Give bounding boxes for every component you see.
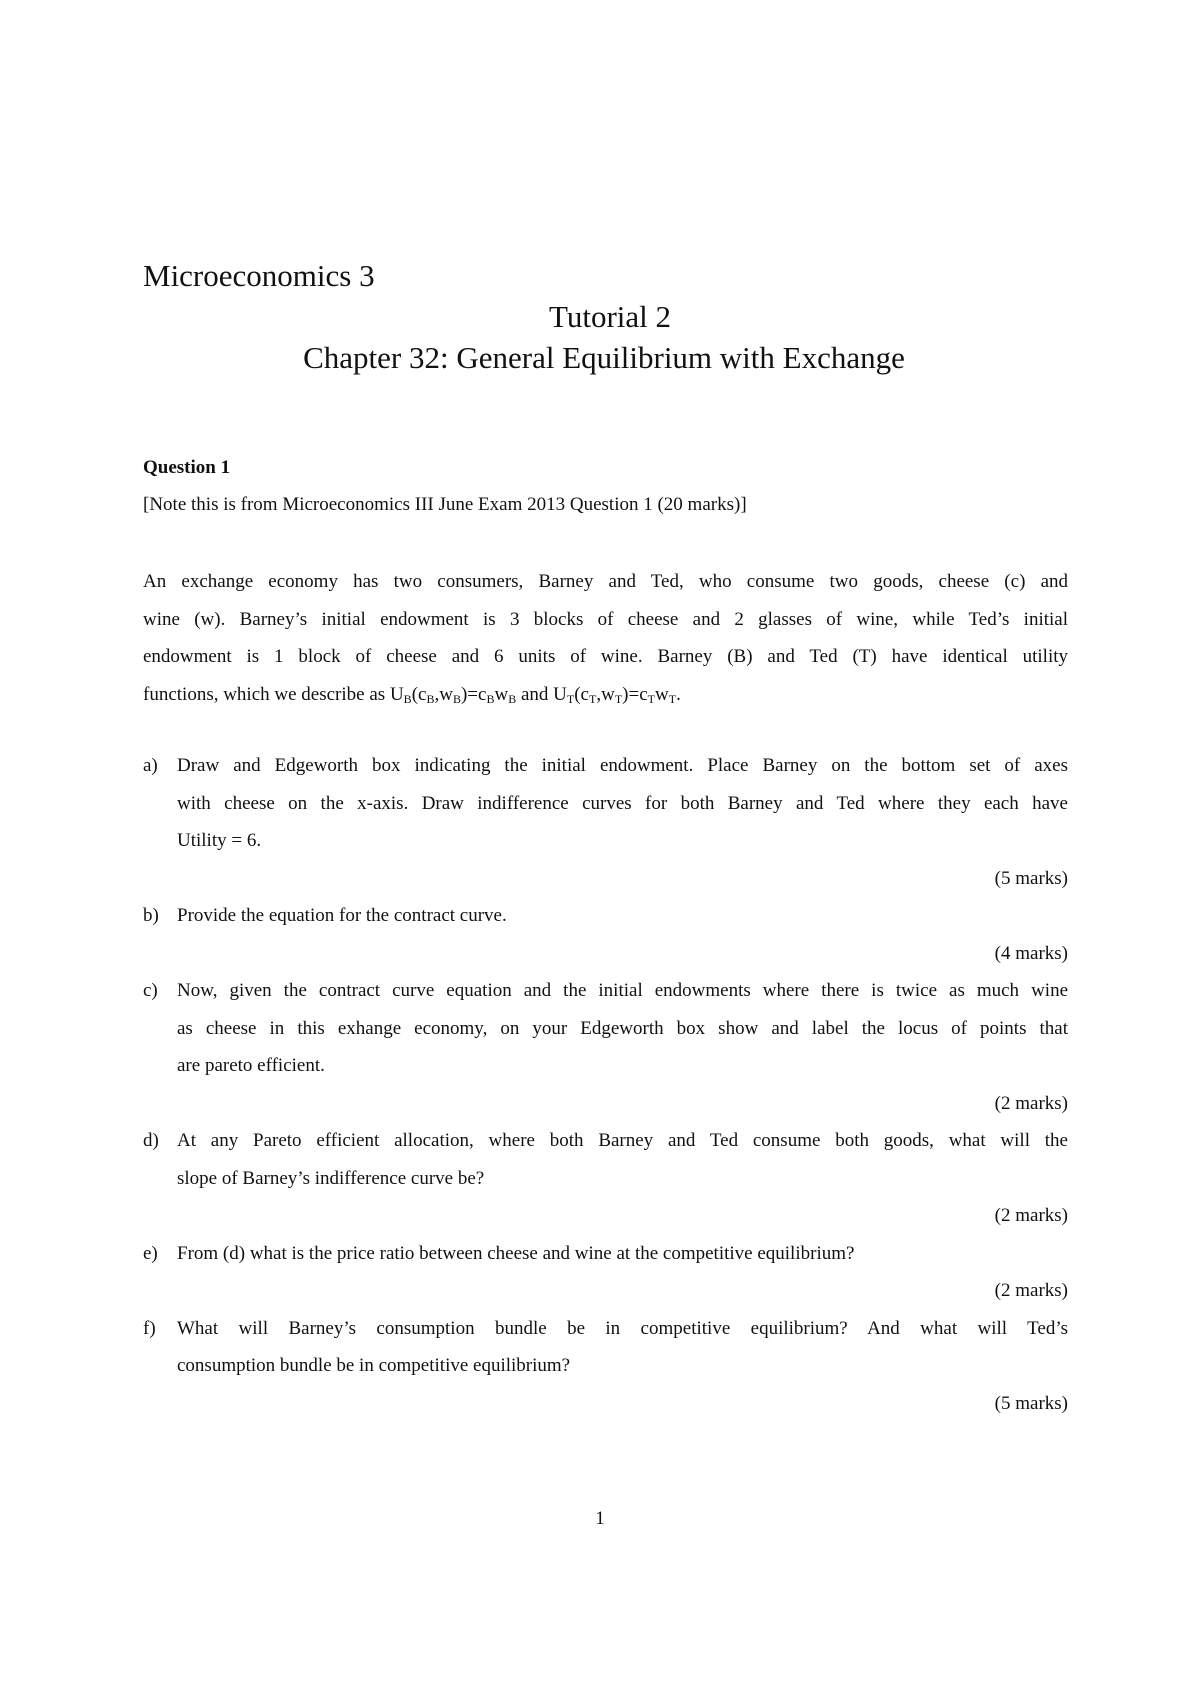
part-text-line: with cheese on the x-axis. Draw indifference curves for both Barney and Ted where they each have (177, 792, 1068, 814)
question-note: [Note this is from Microeconomics III June Exam 2013 Question 1 (20 marks)] (143, 494, 747, 515)
part-text-line: Utility = 6. (177, 830, 262, 851)
part-c (143, 972, 1068, 1085)
part-label: b) (143, 905, 159, 926)
intro-line: endowment is 1 block of cheese and 6 units of wine. Barney (B) and Ted (T) have identical utility (143, 646, 1068, 667)
utility-barney: $U_B(c_B,w_B)=c_Bw_B$ (389, 683, 517, 706)
part-label: e) (143, 1242, 158, 1264)
question-intro (143, 563, 1068, 713)
part-text-line: Draw and Edgeworth box indicating the initial endowment. Place Barney on the bottom set of axes (177, 755, 1068, 776)
part-label: a) (143, 755, 158, 776)
intro-line: wine (w). Barney’s initial endowment is 3 blocks of cheese and 2 glasses of wine, while Ted’s initial (143, 608, 1068, 630)
tutorial-title: Tutorial 2 (548, 299, 672, 334)
intro-line-utility: functions, which we describe as $U_B(c_B,w_B)=c_Bw_B$ and $U_T(c_T,w_T)=c_Tw_T$. (143, 683, 681, 706)
utility-ted: $U_T(c_T,w_T)=c_Tw_T$ (553, 683, 677, 706)
marks-d: (2 marks) (994, 1205, 1068, 1226)
question-heading: Question 1 (143, 457, 231, 478)
part-text-line: are pareto efficient. (177, 1055, 325, 1076)
part-f (143, 1310, 1068, 1385)
marks-a: (5 marks) (994, 867, 1068, 889)
marks-c: (2 marks) (994, 1092, 1068, 1114)
intro-line: An exchange economy has two consumers, Barney and Ted, who consume two goods, cheese (c) and (143, 571, 1068, 592)
part-text-line: as cheese in this exhange economy, on your Edgeworth box show and label the locus of points that (177, 1017, 1068, 1039)
part-e (143, 1235, 1068, 1273)
part-b (143, 897, 1068, 935)
chapter-title: Chapter 32: General Equilibrium with Exchange (303, 340, 905, 375)
part-label: d) (143, 1130, 159, 1151)
part-text-line: What will Barney’s consumption bundle be in competitive equilibrium? And what will Ted’s (177, 1317, 1068, 1339)
marks-f: (5 marks) (994, 1392, 1068, 1414)
marks-e: (2 marks) (994, 1280, 1068, 1301)
part-d (143, 1122, 1068, 1197)
part-label: c) (143, 980, 158, 1001)
part-text-line: At any Pareto efficient allocation, where both Barney and Ted consume both goods, what will the (177, 1130, 1068, 1151)
part-text-line: slope of Barney’s indifference curve be? (177, 1167, 485, 1189)
marks-b: (4 marks) (994, 942, 1068, 964)
part-text-line: From (d) what is the price ratio between cheese and wine at the competitive equilibrium? (177, 1242, 855, 1264)
part-text-line: Now, given the contract curve equation and the initial endowments where there is twice as much wine (177, 980, 1068, 1001)
question-parts (143, 747, 1068, 1422)
course-title: Microeconomics 3 (143, 258, 375, 293)
part-a (143, 747, 1068, 860)
page-number: 1 (595, 1508, 605, 1529)
part-text-line: Provide the equation for the contract curve. (177, 905, 507, 926)
part-label: f) (143, 1317, 156, 1339)
part-text-line: consumption bundle be in competitive equilibrium? (177, 1355, 571, 1376)
intro-line: functions, which we describe as (143, 683, 390, 705)
